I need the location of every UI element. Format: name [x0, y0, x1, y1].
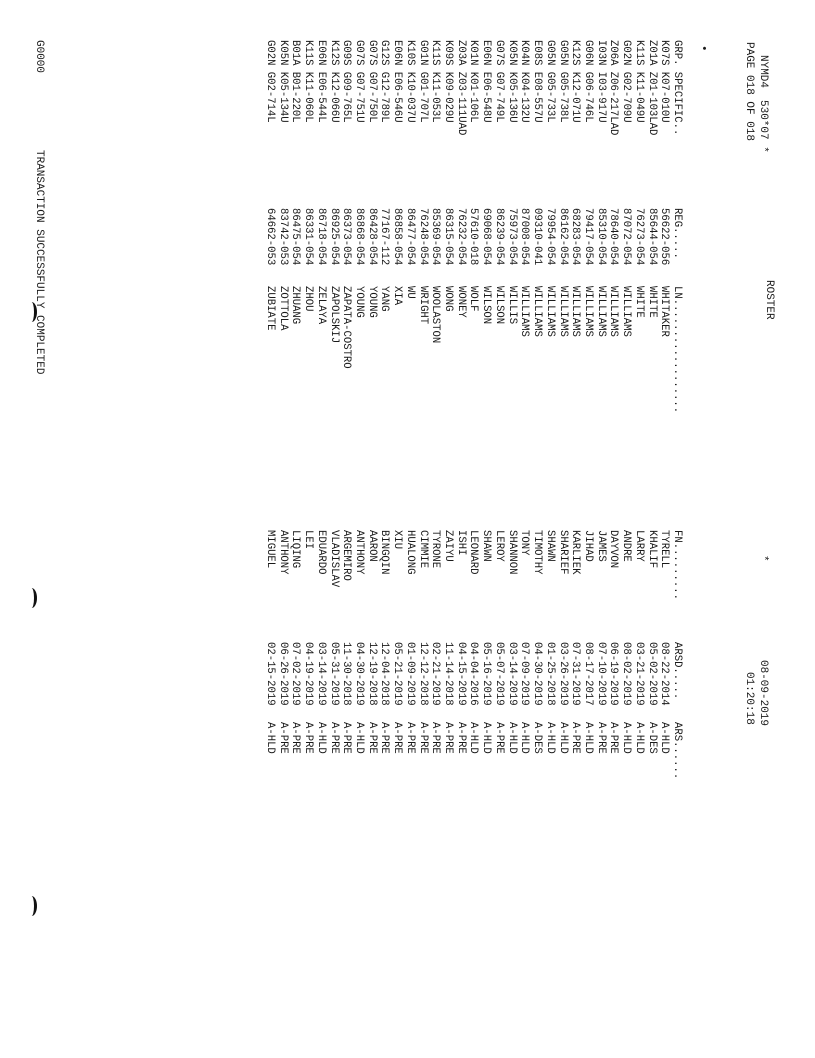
grp-specific-cell: G07S G07-750L	[365, 40, 378, 123]
reg-number-cell: 56622-056	[658, 208, 671, 266]
reg-number-cell: 86858-054	[391, 208, 404, 266]
reg-number-cell: 86428-054	[365, 208, 378, 266]
arsd-date-cell: 08-22-2014	[658, 642, 671, 706]
table-row	[263, 40, 276, 782]
ars-status-cell: A-PRE	[569, 722, 582, 754]
last-name-cell: WONG	[442, 286, 455, 312]
grp-specific-cell: Z06A Z06-217LAD	[607, 40, 620, 136]
ars-status-cell: A-PRE	[302, 722, 315, 754]
last-name-cell: WHITAKER	[658, 286, 671, 337]
first-name-cell: VLADISLAV	[327, 530, 340, 588]
reg-number-cell: 86477-054	[403, 208, 416, 266]
grp-specific-cell: G05N G05-733L	[543, 40, 556, 123]
grp-specific-cell: G05N G05-738L	[556, 40, 569, 123]
col-last-name: LN..................	[671, 286, 683, 414]
table-row	[556, 40, 569, 782]
col-first-name: FN.........	[671, 530, 683, 600]
table-row	[276, 40, 289, 782]
first-name-cell: LEROY	[492, 530, 505, 562]
grp-specific-cell: K07S K07-010U	[658, 40, 671, 123]
reg-number-cell: 85310-054	[594, 208, 607, 266]
last-name-cell: XIA	[391, 286, 404, 306]
table-row	[327, 40, 340, 782]
ars-status-cell: A-HLD	[505, 722, 518, 754]
first-name-cell: EDUARDO	[314, 530, 327, 575]
table-row	[340, 40, 353, 782]
grp-specific-cell: K05N K05-136U	[505, 40, 518, 123]
col-ars: ARS......	[671, 722, 683, 780]
grp-specific-cell: G07S G07-749L	[492, 40, 505, 123]
table-row	[441, 40, 454, 782]
column-header-row	[670, 40, 683, 782]
last-name-cell: WRIGHT	[416, 286, 429, 325]
first-name-cell: ARGEMIRO	[340, 530, 353, 581]
table-row	[416, 40, 429, 782]
reg-number-cell: 86373-054	[340, 208, 353, 266]
reg-number-cell: 86475-054	[289, 208, 302, 266]
reg-number-cell: 69068-054	[480, 208, 493, 266]
arsd-date-cell: 02-21-2019	[429, 642, 442, 706]
ars-status-cell: A-HLD	[353, 722, 366, 754]
arsd-date-cell: 05-21-2019	[391, 642, 404, 706]
table-row	[314, 40, 327, 782]
first-name-cell: TYRONE	[429, 530, 442, 569]
grp-specific-cell: I03N I03-917U	[594, 40, 607, 123]
col-reg: REG.....	[671, 208, 683, 259]
ars-status-cell: A-PRE	[594, 722, 607, 754]
grp-specific-cell: K09S K09-029U	[442, 40, 455, 123]
ars-status-cell: A-PRE	[327, 722, 340, 754]
table-row	[301, 40, 314, 782]
ars-status-cell: A-HLD	[632, 722, 645, 754]
last-name-cell: WILSON	[480, 286, 493, 325]
reg-number-cell: 76248-054	[416, 208, 429, 266]
last-name-cell: YOUNG	[365, 286, 378, 318]
header-star: *	[757, 555, 769, 562]
footer-code: G0000	[33, 40, 45, 74]
last-name-cell: WONEY	[454, 286, 467, 318]
last-name-cell: WILLIAMS	[569, 286, 582, 337]
reg-number-cell: 85369-054	[429, 208, 442, 266]
reg-number-cell: 86718-054	[314, 208, 327, 266]
table-row	[594, 40, 607, 782]
reg-number-cell: 85644-054	[645, 208, 658, 266]
last-name-cell: WILLIAMS	[531, 286, 544, 337]
table-row	[390, 40, 403, 782]
arsd-date-cell: 12-19-2018	[365, 642, 378, 706]
last-name-cell: WILLIAMS	[581, 286, 594, 337]
binder-hole-mark	[26, 896, 37, 916]
ars-status-cell: A-PRE	[340, 722, 353, 754]
table-row	[505, 40, 518, 782]
reg-number-cell: 68283-054	[569, 208, 582, 266]
reg-number-cell: 86868-054	[353, 208, 366, 266]
reg-number-cell: 78640-054	[607, 208, 620, 266]
first-name-cell: ISHI	[454, 530, 467, 556]
grp-specific-cell: E06N E06-544L	[314, 40, 327, 123]
arsd-date-cell: 04-30-2019	[353, 642, 366, 706]
col-arsd: ARSD.....	[671, 642, 683, 700]
arsd-date-cell: 12-04-2018	[378, 642, 391, 706]
last-name-cell: WOOLASTON	[429, 286, 442, 344]
ars-status-cell: A-PRE	[429, 722, 442, 754]
ars-status-cell: A-HLD	[556, 722, 569, 754]
last-name-cell: WOLF	[467, 286, 480, 312]
arsd-date-cell: 04-30-2019	[531, 642, 544, 706]
arsd-date-cell: 08-17-2017	[581, 642, 594, 706]
reg-number-cell: 75973-054	[505, 208, 518, 266]
last-name-cell: WILLIAMS	[556, 286, 569, 337]
status-message: TRANSACTION SUCCESSFULLY COMPLETED	[33, 150, 45, 375]
page-number: PAGE 018 OF 018	[743, 42, 755, 142]
arsd-date-cell: 03-14-2019	[505, 642, 518, 706]
first-name-cell: KARLIEK	[569, 530, 582, 575]
ars-status-cell: A-HLD	[264, 722, 276, 754]
arsd-date-cell: 03-14-2019	[314, 642, 327, 706]
last-name-cell: WHITE	[645, 286, 658, 318]
reg-number-cell: 86315-054	[442, 208, 455, 266]
grp-specific-cell: G09S G09-765L	[340, 40, 353, 123]
reg-number-cell: 83742-053	[276, 208, 289, 266]
reg-number-cell: 86331-054	[302, 208, 315, 266]
ars-status-cell: A-PRE	[276, 722, 289, 754]
ars-status-cell: A-PRE	[391, 722, 404, 754]
ars-status-cell: A-PRE	[365, 722, 378, 754]
ars-status-cell: A-PRE	[454, 722, 467, 754]
grp-specific-cell: B01A B01-220L	[289, 40, 302, 123]
table-row	[289, 40, 302, 782]
last-name-cell: WHITE	[632, 286, 645, 318]
first-name-cell: KHALIF	[645, 530, 658, 569]
first-name-cell: MIGUEL	[264, 530, 276, 569]
table-row	[632, 40, 645, 782]
grp-specific-cell: E08S E08-557U	[531, 40, 544, 123]
grp-specific-cell: K01N K01-106L	[467, 40, 480, 123]
ars-status-cell: A-HLD	[480, 722, 493, 754]
ars-status-cell: A-PRE	[607, 722, 620, 754]
arsd-date-cell: 04-19-2019	[302, 642, 315, 706]
grp-specific-cell: K04N K04-132U	[518, 40, 531, 123]
grp-specific-cell: G02N G02-714L	[264, 40, 276, 123]
first-name-cell: ANDRE	[620, 530, 633, 562]
arsd-date-cell: 08-02-2019	[620, 642, 633, 706]
reg-number-cell: 86925-054	[327, 208, 340, 266]
first-name-cell: LIQING	[289, 530, 302, 569]
last-name-cell: WILLIAMS	[594, 286, 607, 337]
reg-number-cell: 64662-053	[264, 208, 276, 266]
last-name-cell: ZHUANG	[289, 286, 302, 325]
first-name-cell: LEI	[302, 530, 315, 550]
first-name-cell: JAMES	[594, 530, 607, 562]
grp-specific-cell: K10S K10-037U	[403, 40, 416, 123]
binder-hole-mark	[26, 302, 37, 322]
first-name-cell: SHARIEF	[556, 530, 569, 575]
binder-hole-mark	[26, 588, 37, 608]
first-name-cell: DAYVON	[607, 530, 620, 569]
grp-specific-cell: G02N G02-709U	[620, 40, 633, 123]
arsd-date-cell: 05-16-2019	[480, 642, 493, 706]
ars-status-cell: A-PRE	[442, 722, 455, 754]
first-name-cell: JIHAD	[581, 530, 594, 562]
last-name-cell: ZAPATA-COSTRO	[340, 286, 353, 369]
arsd-date-cell: 06-19-2019	[607, 642, 620, 706]
ars-status-cell: A-PRE	[492, 722, 505, 754]
last-name-cell: ZAPOLSKIJ	[327, 286, 340, 344]
first-name-cell: ANTHONY	[276, 530, 289, 575]
report-time: 01:20:18	[743, 672, 755, 725]
grp-specific-cell: K12S K12-066U	[327, 40, 340, 123]
table-row	[454, 40, 467, 782]
reg-number-cell: 77167-112	[378, 208, 391, 266]
arsd-date-cell: 05-07-2019	[492, 642, 505, 706]
report-date: 08-09-2019	[757, 660, 769, 727]
arsd-date-cell: 05-02-2019	[645, 642, 658, 706]
arsd-date-cell: 04-15-2019	[454, 642, 467, 706]
table-row	[569, 40, 582, 782]
table-row	[429, 40, 442, 782]
first-name-cell: ANTHONY	[353, 530, 366, 575]
reg-number-cell: 86162-054	[556, 208, 569, 266]
grp-specific-cell: Z03A Z03-111UAD	[454, 40, 467, 136]
last-name-cell: YANG	[378, 286, 391, 312]
last-name-cell: WILLIAMS	[607, 286, 620, 337]
ars-status-cell: A-HLD	[314, 722, 327, 754]
first-name-cell: LARRY	[632, 530, 645, 562]
last-name-cell: WILLIAMS	[518, 286, 531, 337]
reg-number-cell: 57610-018	[467, 208, 480, 266]
ars-status-cell: A-HLD	[620, 722, 633, 754]
arsd-date-cell: 11-30-2018	[340, 642, 353, 706]
ars-status-cell: A-DES	[531, 722, 544, 754]
first-name-cell: SHAWN	[480, 530, 493, 562]
ars-status-cell: A-HLD	[518, 722, 531, 754]
last-name-cell: WILLIS	[505, 286, 518, 325]
last-name-cell: WU	[403, 286, 416, 299]
first-name-cell: ZAIYU	[442, 530, 455, 562]
arsd-date-cell: 11-14-2018	[442, 642, 455, 706]
arsd-date-cell: 07-02-2019	[289, 642, 302, 706]
ars-status-cell: A-HLD	[467, 722, 480, 754]
reg-number-cell: 87072-054	[620, 208, 633, 266]
reg-number-cell: 79417-054	[581, 208, 594, 266]
table-row	[619, 40, 632, 782]
arsd-date-cell: 07-09-2019	[518, 642, 531, 706]
reg-number-cell: 87008-054	[518, 208, 531, 266]
table-row	[543, 40, 556, 782]
table-row	[467, 40, 480, 782]
first-name-cell: XIU	[391, 530, 404, 550]
arsd-date-cell: 02-15-2019	[264, 642, 276, 706]
first-name-cell: TONY	[518, 530, 531, 556]
grp-specific-cell: G01N G01-707L	[416, 40, 429, 123]
first-name-cell: HUALONG	[403, 530, 416, 575]
ars-status-cell: A-PRE	[416, 722, 429, 754]
reg-number-cell: 86239-054	[492, 208, 505, 266]
grp-specific-cell: K12S K12-071U	[569, 40, 582, 123]
table-row	[352, 40, 365, 782]
first-name-cell: AARON	[365, 530, 378, 562]
grp-specific-cell: K11S K11-053L	[429, 40, 442, 123]
arsd-date-cell: 03-26-2019	[556, 642, 569, 706]
first-name-cell: LEONARD	[467, 530, 480, 575]
report-title: ROSTER	[763, 280, 775, 320]
ars-status-cell: A-HLD	[581, 722, 594, 754]
ars-status-cell: A-HLD	[543, 722, 556, 754]
last-name-cell: YOUNG	[353, 286, 366, 318]
arsd-date-cell: 01-25-2018	[543, 642, 556, 706]
first-name-cell: SHAWN	[543, 530, 556, 562]
arsd-date-cell: 07-31-2019	[569, 642, 582, 706]
first-name-cell: SHANNON	[505, 530, 518, 575]
table-row	[658, 40, 671, 782]
grp-specific-cell: Z01A Z01-103LAD	[645, 40, 658, 136]
arsd-date-cell: 03-21-2019	[632, 642, 645, 706]
table-row	[492, 40, 505, 782]
table-row	[645, 40, 658, 782]
arsd-date-cell: 04-04-2016	[467, 642, 480, 706]
table-row	[581, 40, 594, 782]
ars-status-cell: A-HLD	[658, 722, 671, 754]
arsd-date-cell: 01-09-2019	[403, 642, 416, 706]
last-name-cell: ZOTTOLA	[276, 286, 289, 331]
first-name-cell: TIMOTHY	[531, 530, 544, 575]
ars-status-cell: A-PRE	[378, 722, 391, 754]
reg-number-cell: 76232-054	[454, 208, 467, 266]
table-row	[480, 40, 493, 782]
reg-number-cell: 09310-041	[531, 208, 544, 266]
col-grp-specific: GRP. SPECIFIC..	[671, 40, 683, 136]
transaction-code: 530*07 *	[757, 100, 769, 153]
last-name-cell: ZUBIATE	[264, 286, 276, 331]
table-row	[530, 40, 543, 782]
reg-number-cell: 76273-054	[632, 208, 645, 266]
arsd-date-cell: 07-10-2019	[594, 642, 607, 706]
table-row	[607, 40, 620, 782]
ars-status-cell: A-PRE	[289, 722, 302, 754]
grp-specific-cell: K11S K11-060L	[302, 40, 315, 123]
last-name-cell: ZELAYA	[314, 286, 327, 325]
system-code: NYMD4	[757, 55, 769, 89]
ars-status-cell: A-DES	[645, 722, 658, 754]
first-name-cell: BINGQIN	[378, 530, 391, 575]
roster-table	[263, 40, 683, 782]
bullet-mark: •	[697, 45, 709, 52]
arsd-date-cell: 12-12-2018	[416, 642, 429, 706]
reg-number-cell: 79954-054	[543, 208, 556, 266]
grp-specific-cell: E06N E06-548U	[480, 40, 493, 123]
last-name-cell: ZHOU	[302, 286, 315, 312]
table-row	[378, 40, 391, 782]
grp-specific-cell: K05N K05-134U	[276, 40, 289, 123]
last-name-cell: WILLIAMS	[620, 286, 633, 337]
first-name-cell: TYRELL	[658, 530, 671, 569]
table-row	[365, 40, 378, 782]
table-row	[518, 40, 531, 782]
grp-specific-cell: G07S G07-751U	[353, 40, 366, 123]
ars-status-cell: A-PRE	[403, 722, 416, 754]
grp-specific-cell: E06N E06-546U	[391, 40, 404, 123]
last-name-cell: WILLIAMS	[543, 286, 556, 337]
table-row	[403, 40, 416, 782]
first-name-cell: CIMMIE	[416, 530, 429, 569]
grp-specific-cell: G06N G06-746L	[581, 40, 594, 123]
last-name-cell: WILSON	[492, 286, 505, 325]
grp-specific-cell: G12S G12-789L	[378, 40, 391, 123]
grp-specific-cell: K11S K11-049U	[632, 40, 645, 123]
arsd-date-cell: 06-26-2019	[276, 642, 289, 706]
roster-rows	[263, 40, 670, 782]
arsd-date-cell: 05-31-2019	[327, 642, 340, 706]
